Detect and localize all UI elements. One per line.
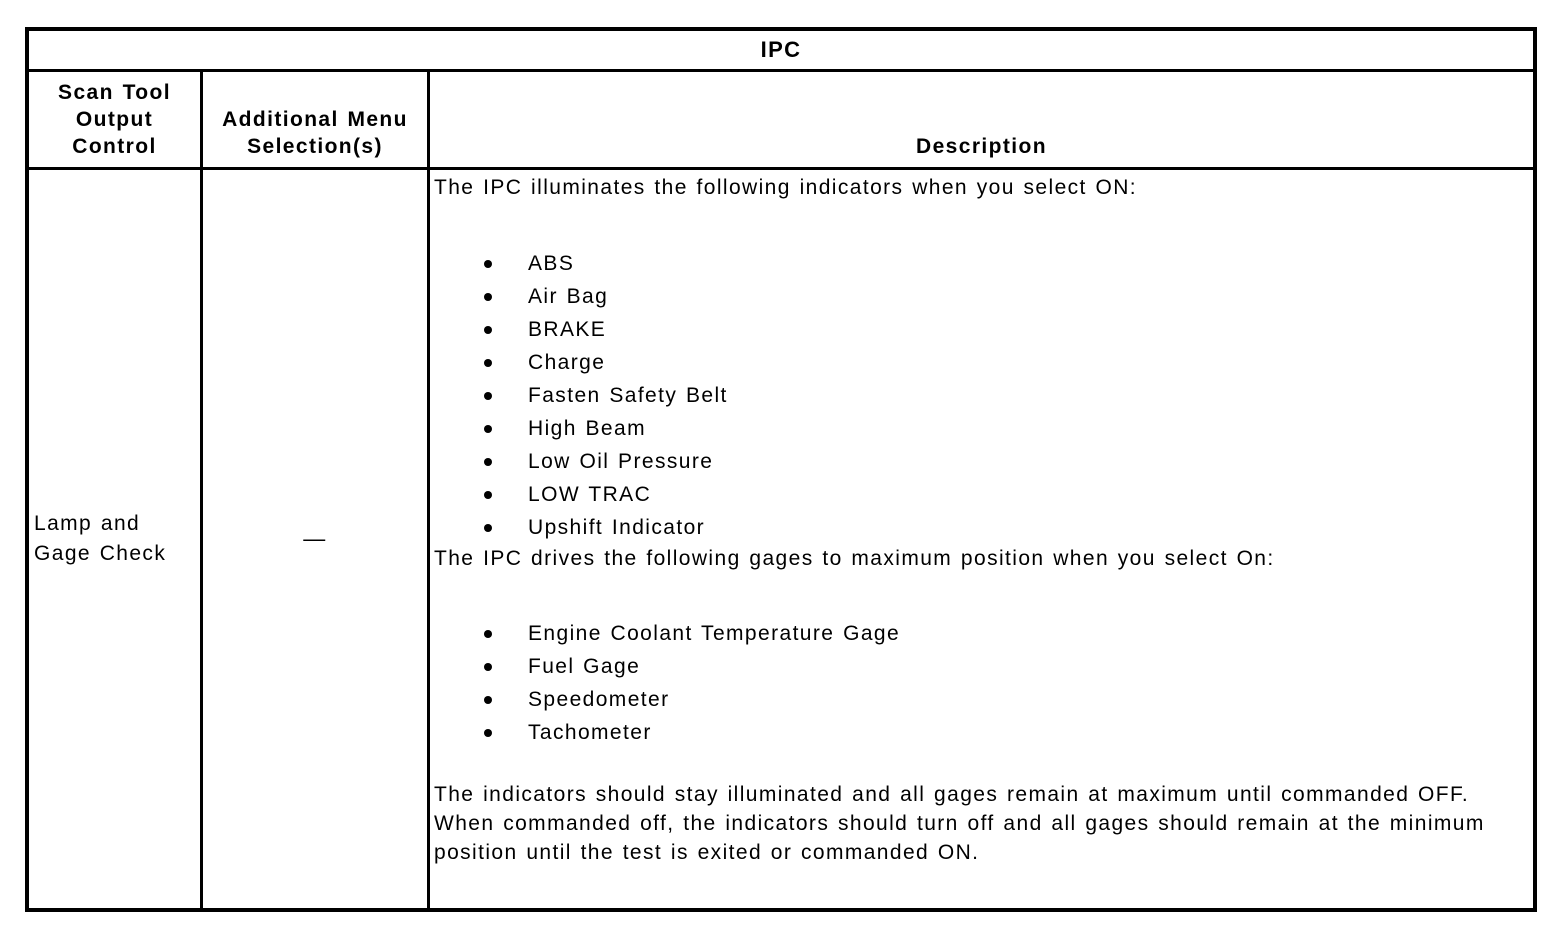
- indicator-list: [434, 247, 1529, 544]
- column-header-additional-menu-selections: [203, 72, 430, 170]
- list-item: [434, 247, 1529, 280]
- indicator-label: Charge: [528, 351, 606, 374]
- closing-line: When commanded off, the indicators should turn off and all gages should remain at the minimum: [434, 812, 1485, 835]
- list-item: [434, 650, 1529, 683]
- closing-paragraph: [434, 780, 1529, 867]
- header-line: Scan Tool: [58, 81, 171, 104]
- gage-label: Speedometer: [528, 688, 670, 711]
- closing-line: position until the test is exited or commanded ON.: [434, 841, 980, 864]
- bullet-icon: [484, 696, 492, 704]
- indicator-label: ABS: [528, 252, 575, 275]
- header-line: Selection(s): [247, 135, 383, 158]
- indicator-label: Low Oil Pressure: [528, 450, 714, 473]
- bullet-icon: [484, 326, 492, 334]
- list-item: [434, 716, 1529, 749]
- indicators-intro-text: The IPC illuminates the following indicators when you select ON:: [434, 176, 1138, 199]
- bullet-icon: [484, 729, 492, 737]
- bullet-icon: [484, 425, 492, 433]
- header-line: Additional Menu: [222, 108, 408, 131]
- indicator-label: Fasten Safety Belt: [528, 384, 728, 407]
- indicator-label: BRAKE: [528, 318, 607, 341]
- control-name-line: Lamp and: [34, 512, 141, 535]
- bullet-icon: [484, 359, 492, 367]
- indicator-label: LOW TRAC: [528, 483, 652, 506]
- list-item: [434, 346, 1529, 379]
- indicator-label: Air Bag: [528, 285, 609, 308]
- list-item: [434, 617, 1529, 650]
- list-item: [434, 412, 1529, 445]
- list-item: [434, 478, 1529, 511]
- closing-line: The indicators should stay illuminated and all gages remain at maximum until commanded OFF.: [434, 783, 1470, 806]
- gage-label: Engine Coolant Temperature Gage: [528, 622, 901, 645]
- list-item: [434, 683, 1529, 716]
- list-item: [434, 313, 1529, 346]
- bullet-icon: [484, 630, 492, 638]
- indicator-label: High Beam: [528, 417, 646, 440]
- bullet-icon: [484, 491, 492, 499]
- list-item: [434, 511, 1529, 544]
- list-item: [434, 280, 1529, 313]
- cell-description: [430, 170, 1533, 908]
- header-line: Output: [75, 108, 154, 131]
- table-title-text: IPC: [760, 37, 802, 62]
- gage-label: Fuel Gage: [528, 655, 641, 678]
- header-line: Description: [916, 135, 1047, 158]
- table-title: [29, 31, 1533, 72]
- gage-list: [434, 617, 1529, 749]
- bullet-icon: [484, 524, 492, 532]
- cell-additional-menu-selection: [203, 170, 430, 908]
- bullet-icon: [484, 458, 492, 466]
- list-item: [434, 379, 1529, 412]
- control-name-line: Gage Check: [34, 542, 167, 565]
- bullet-icon: [484, 293, 492, 301]
- gages-intro-text: The IPC drives the following gages to maximum position when you select On:: [434, 547, 1275, 570]
- bullet-icon: [484, 260, 492, 268]
- column-header-scan-tool-output-control: [29, 72, 203, 170]
- gage-label: Tachometer: [528, 721, 652, 744]
- bullet-icon: [484, 392, 492, 400]
- indicator-label: Upshift Indicator: [528, 516, 706, 539]
- header-line: Control: [72, 135, 157, 158]
- no-selection-dash: —: [303, 526, 327, 551]
- ipc-output-control-table: [25, 27, 1537, 912]
- bullet-icon: [484, 663, 492, 671]
- column-header-description: [430, 72, 1533, 170]
- list-item: [434, 445, 1529, 478]
- cell-scan-tool-output-control: [29, 170, 203, 908]
